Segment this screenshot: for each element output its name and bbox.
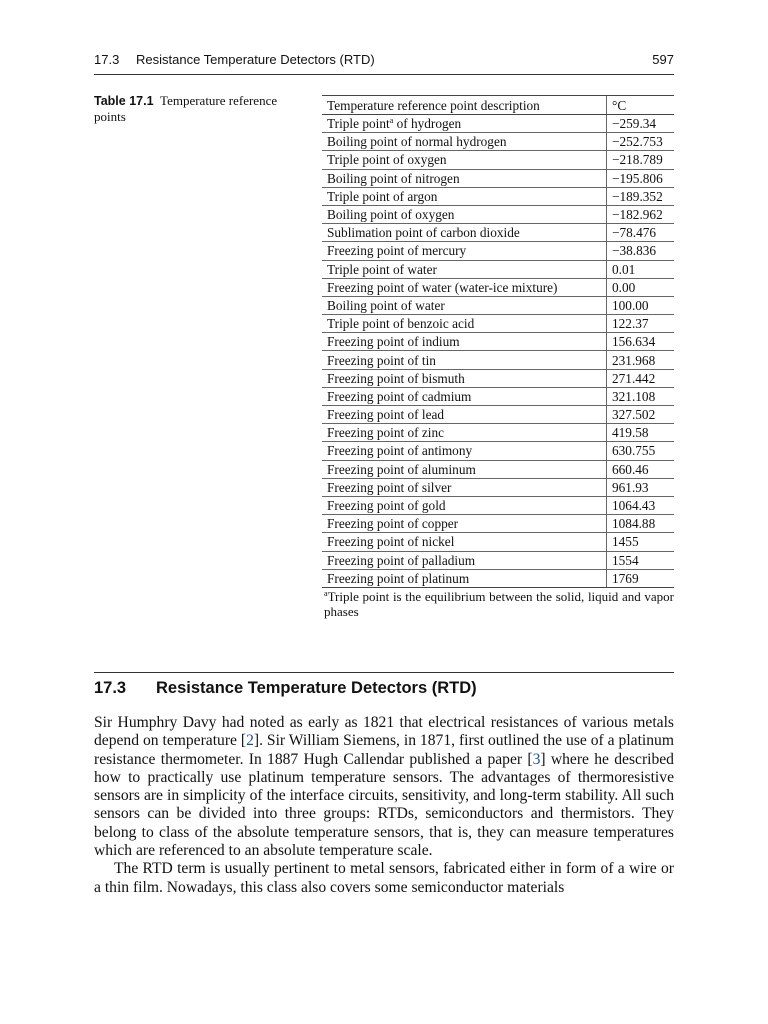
paragraph-1-part-1: Sir Humphry Davy had noted as early as 1821 that electrical resistances of various metals depend on temperature [ [94,714,674,750]
table-row [322,169,674,187]
row-description-text: Freezing point of zinc [327,425,445,441]
footnote-text: Triple point is the equilibrium between the solid, liquid and vapor phases [324,589,674,619]
citation-link-2[interactable]: 2 [246,732,254,750]
table-body [322,115,674,588]
row-description-text: Boiling point of normal hydrogen [327,134,507,150]
paragraph-1-part-2: ]. Sir William Siemens, in 1871, first outlined the use of a platinum resistance thermometer. In 1887 Hugh Callendar published a paper [ [94,732,674,768]
row-description-text: Freezing point of aluminum [327,461,476,477]
header-rule [94,74,674,75]
table-row [322,460,674,478]
row-value: 231.968 [607,351,675,369]
row-value: −189.352 [607,187,675,205]
running-head-title: Resistance Temperature Detectors (RTD) [136,52,375,67]
row-description-text: Boiling point of oxygen [327,207,455,223]
table-row [322,224,674,242]
row-value: −259.34 [607,115,675,133]
row-value: −195.806 [607,169,675,187]
section-rule [94,672,674,673]
row-description [322,424,607,442]
table-row [322,569,674,587]
row-description [322,369,607,387]
row-description [322,296,607,314]
row-description-text: Triple point of water [327,261,437,277]
table-row [322,478,674,496]
row-value: 122.37 [607,315,675,333]
row-description-text: Triple point [327,116,390,132]
header-description: Temperature reference point description [322,96,607,115]
row-description [322,478,607,496]
table-row [322,551,674,569]
table-row [322,151,674,169]
row-description-text: Freezing point of palladium [327,552,476,568]
table-row [322,133,674,151]
reference-points-table [322,95,674,588]
table-caption-text: Temperature reference points [94,93,278,124]
row-value: 1769 [607,569,675,587]
table-row [322,115,674,133]
row-value: 271.442 [607,369,675,387]
row-description [322,224,607,242]
row-description-text: Triple point of benzoic acid [327,316,475,332]
table-row [322,333,674,351]
row-value: 1064.43 [607,496,675,514]
row-description [322,569,607,587]
row-description-text-tail: of hydrogen [393,116,462,132]
row-description-text: Freezing point of nickel [327,534,455,550]
row-description-text: Freezing point of bismuth [327,370,465,386]
row-value: 100.00 [607,296,675,314]
row-value: −78.476 [607,224,675,242]
table-row [322,242,674,260]
section-number: 17.3 [94,679,127,697]
footnote-reference-mark: a [389,116,394,126]
table-row [322,442,674,460]
row-value: −38.836 [607,242,675,260]
row-description-text: Triple point of argon [327,188,438,204]
row-description-text: Freezing point of cadmium [327,388,472,404]
row-value: 1455 [607,533,675,551]
row-value: 1084.88 [607,515,675,533]
row-value: 0.01 [607,260,675,278]
row-description-text: Freezing point of antimony [327,443,473,459]
table-row [322,260,674,278]
table-row [322,187,674,205]
citation-link-3[interactable]: 3 [532,750,541,768]
table-row [322,406,674,424]
row-description-text: Freezing point of mercury [327,243,467,259]
row-description-text: Freezing point of gold [327,498,446,514]
row-description [322,551,607,569]
row-description [322,260,607,278]
row-description [322,442,607,460]
section-title: Resistance Temperature Detectors (RTD) [156,679,477,697]
row-value: −182.962 [607,205,675,223]
row-description [322,515,607,533]
footnote-mark: a [324,589,328,598]
row-value: 1554 [607,551,675,569]
row-description [322,460,607,478]
row-description [322,205,607,223]
table-caption [94,93,294,124]
table-row [322,369,674,387]
row-value: −218.789 [607,151,675,169]
row-description-text: Boiling point of nitrogen [327,170,460,186]
paragraph-2: The RTD term is usually pertinent to metal sensors, fabricated either in form of a wire or a thin film. Nowadays, this class also covers some semiconductor materials [94,860,674,896]
row-description-text: Freezing point of lead [327,407,445,423]
table-row [322,387,674,405]
table-caption-label: Table 17.1 [94,94,154,108]
row-description [322,151,607,169]
table-row [322,278,674,296]
row-description-text: Boiling point of water [327,297,445,313]
row-value: 321.108 [607,387,675,405]
row-value: 419.58 [607,424,675,442]
row-value: 327.502 [607,406,675,424]
table-row [322,315,674,333]
table-row [322,351,674,369]
row-value: 630.755 [607,442,675,460]
row-description-text: Triple point of oxygen [327,152,447,168]
row-description-text: Freezing point of platinum [327,570,470,586]
row-description-text: Freezing point of copper [327,516,459,532]
row-description [322,242,607,260]
row-value: 961.93 [607,478,675,496]
table-row [322,496,674,514]
row-description [322,387,607,405]
row-value: 660.46 [607,460,675,478]
table-row [322,515,674,533]
table-row [322,424,674,442]
row-description [322,133,607,151]
table-row [322,296,674,314]
header-unit: °C [607,96,675,115]
row-value: −252.753 [607,133,675,151]
row-description [322,315,607,333]
row-description [322,351,607,369]
row-description [322,115,607,133]
row-description-text: Freezing point of indium [327,334,460,350]
row-description [322,169,607,187]
row-description-text: Freezing point of water (water-ice mixture) [327,279,558,295]
running-head-section-number: 17.3 [94,52,120,67]
row-description [322,333,607,351]
row-description [322,406,607,424]
page-number: 597 [652,52,674,67]
row-description-text: Freezing point of tin [327,352,436,368]
row-description [322,496,607,514]
row-description [322,187,607,205]
table-row [322,533,674,551]
row-description-text: Freezing point of silver [327,479,452,495]
table-row [322,205,674,223]
table-footnote [324,589,674,619]
row-value: 0.00 [607,278,675,296]
paragraph-1-part-3: ] where he described how to practically use platinum temperature sensors. The advantages of thermoresistive sensors are in simplicity of the interface circuits, sensitivity, and long-term stability. All such sensors can be divided into three groups: RTDs, semiconductors and thermistors. They belong to class of the absolute temperature sensors, that is, they can measure temperatures which are referenced to an absolute temperature scale. [94,750,674,860]
paragraph-1 [94,714,674,860]
row-description [322,278,607,296]
table-header-row [322,96,674,115]
row-value: 156.634 [607,333,675,351]
body-text [94,714,674,897]
row-description [322,533,607,551]
row-description-text: Sublimation point of carbon dioxide [327,225,520,241]
